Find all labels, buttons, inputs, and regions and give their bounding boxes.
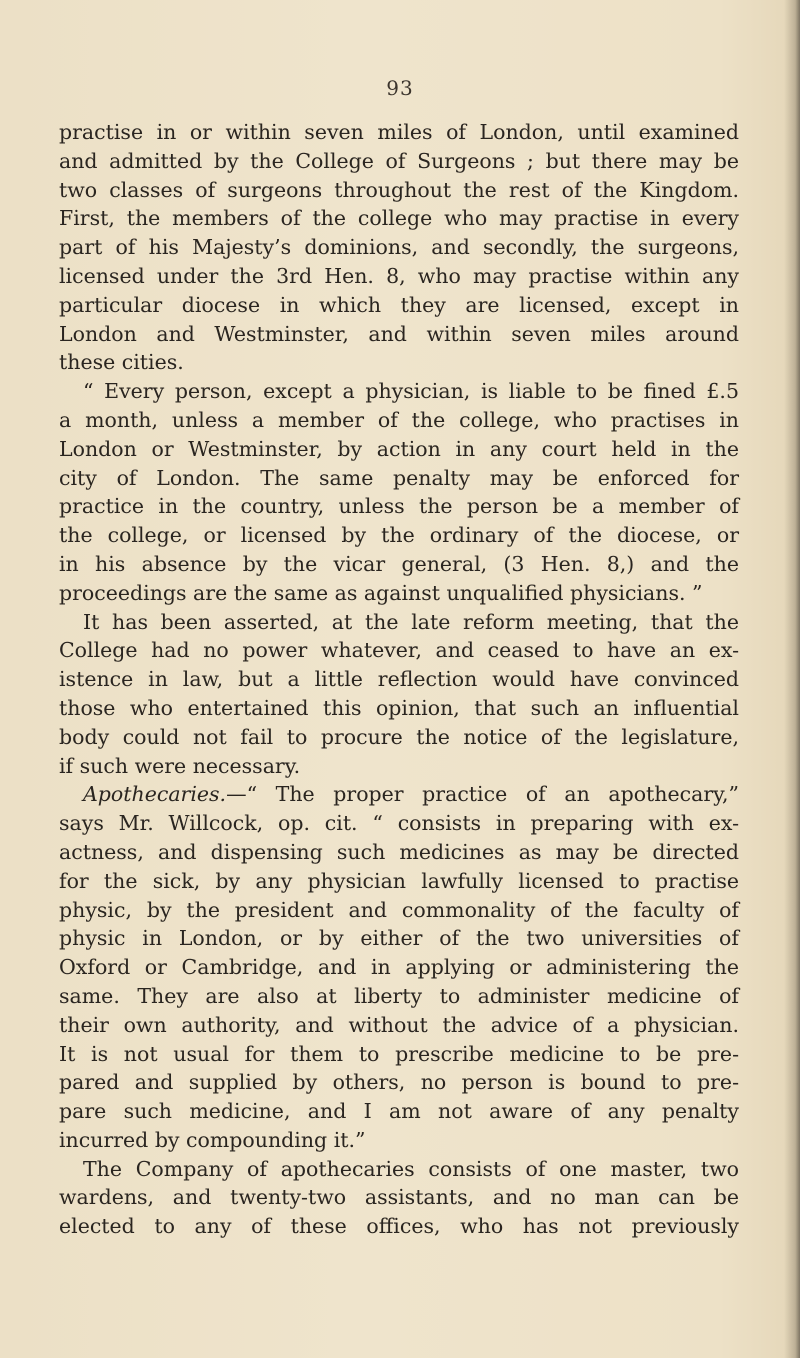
section-heading: Apothecaries. <box>83 782 227 807</box>
line-text: pare such medicine, and I am not aware of any penalty <box>59 1099 739 1124</box>
line-text: their own authority, and without the advice of a physician. <box>59 1012 739 1037</box>
text-line <box>59 867 739 896</box>
line-text: practise in or within seven miles of London, until examined <box>59 120 739 144</box>
line-text: if such were necessary. <box>59 753 301 778</box>
line-text: city of London. The same penalty may be enforced for <box>59 465 739 490</box>
text-line <box>59 953 739 982</box>
text-line <box>59 1097 739 1126</box>
text-line <box>59 752 739 781</box>
text-line <box>59 435 739 464</box>
line-text: and admitted by the College of Surgeons ; but there may be <box>59 148 739 173</box>
text-line <box>59 176 739 205</box>
line-text: particular diocese in which they are licensed, except in <box>59 292 739 317</box>
text-line <box>59 377 739 406</box>
line-text: pared and supplied by others, no person is bound to pre- <box>59 1070 739 1095</box>
line-text: a month, unless a member of the college, who practises in <box>59 407 739 432</box>
line-text: “ Every person, except a physician, is liable to be fined £.5 <box>83 379 739 404</box>
line-text: the college, or licensed by the ordinary of the diocese, or <box>59 523 739 548</box>
line-text: The Company of apothecaries consists of one master, two <box>83 1156 739 1181</box>
text-line <box>59 204 739 233</box>
line-text: actness, and dispensing such medicines as may be directed <box>59 839 739 864</box>
line-text: It has been asserted, at the late reform meeting, that the <box>83 609 739 634</box>
line-text: Oxford or Cambridge, and in applying or administering the <box>59 955 739 980</box>
body-text <box>59 118 739 1241</box>
text-line <box>59 838 739 867</box>
text-line <box>59 780 739 809</box>
text-line <box>59 809 739 838</box>
line-text: —“ The proper practice of an apothecary,” <box>226 782 739 807</box>
page-edge-shadow <box>784 0 800 1358</box>
line-text: for the sick, by any physician lawfully licensed to practise <box>59 868 739 893</box>
line-text: istence in law, but a little reflection would have convinced <box>59 667 739 692</box>
text-line <box>59 896 739 925</box>
text-line <box>59 348 739 377</box>
text-line <box>59 521 739 550</box>
text-line <box>59 492 739 521</box>
line-text: incurred by compounding it.” <box>59 1127 366 1152</box>
text-line <box>59 550 739 579</box>
text-line <box>59 1183 739 1212</box>
line-text: London or Westminster, by action in any court held in the <box>59 436 739 461</box>
text-line <box>59 608 739 637</box>
text-line <box>59 233 739 262</box>
text-line <box>59 665 739 694</box>
line-text: in his absence by the vicar general, (3 Hen. 8,) and the <box>59 551 739 576</box>
line-text: practice in the country, unless the person be a member of <box>59 494 739 519</box>
line-text: licensed under the 3rd Hen. 8, who may practise within any <box>59 263 739 288</box>
text-line <box>59 723 739 752</box>
text-line <box>59 406 739 435</box>
line-text: says Mr. Willcock, op. cit. “ consists in preparing with ex- <box>59 811 739 836</box>
line-text: two classes of surgeons throughout the rest of the Kingdom. <box>59 177 739 202</box>
line-text: these cities. <box>59 350 184 375</box>
text-line <box>59 924 739 953</box>
line-text: elected to any of these offices, who has not previously <box>59 1214 739 1239</box>
line-text: College had no power whatever, and ceased to have an ex- <box>59 638 739 663</box>
text-line <box>59 636 739 665</box>
text-line <box>59 1126 739 1155</box>
text-line <box>59 694 739 723</box>
line-text: physic, by the president and commonality of the faculty of <box>59 897 739 922</box>
text-line <box>59 1040 739 1069</box>
text-line <box>59 291 739 320</box>
line-text: proceedings are the same as against unqualified physicians. ” <box>59 580 703 605</box>
line-text: It is not usual for them to prescribe medicine to be pre- <box>59 1041 739 1066</box>
text-line <box>59 464 739 493</box>
line-text: physic in London, or by either of the two universities of <box>59 926 739 951</box>
text-line <box>59 147 739 176</box>
line-text: London and Westminster, and within seven miles around <box>59 321 739 346</box>
text-line <box>59 1068 739 1097</box>
line-text: First, the members of the college who may practise in every <box>59 206 739 231</box>
line-text: part of his Majesty’s dominions, and secondly, the surgeons, <box>59 235 739 260</box>
text-line <box>59 262 739 291</box>
page-number: 93 <box>386 76 414 100</box>
text-line <box>59 579 739 608</box>
text-line <box>59 320 739 349</box>
line-text: those who entertained this opinion, that such an influential <box>59 695 739 720</box>
line-text: same. They are also at liberty to administer medicine of <box>59 983 739 1008</box>
text-line <box>59 982 739 1011</box>
text-line <box>59 1011 739 1040</box>
text-line <box>59 1155 739 1184</box>
text-line <box>59 118 739 147</box>
line-text: wardens, and twenty-two assistants, and no man can be <box>59 1185 739 1210</box>
text-line <box>59 1212 739 1241</box>
line-text: body could not fail to procure the notice of the legislature, <box>59 724 739 749</box>
